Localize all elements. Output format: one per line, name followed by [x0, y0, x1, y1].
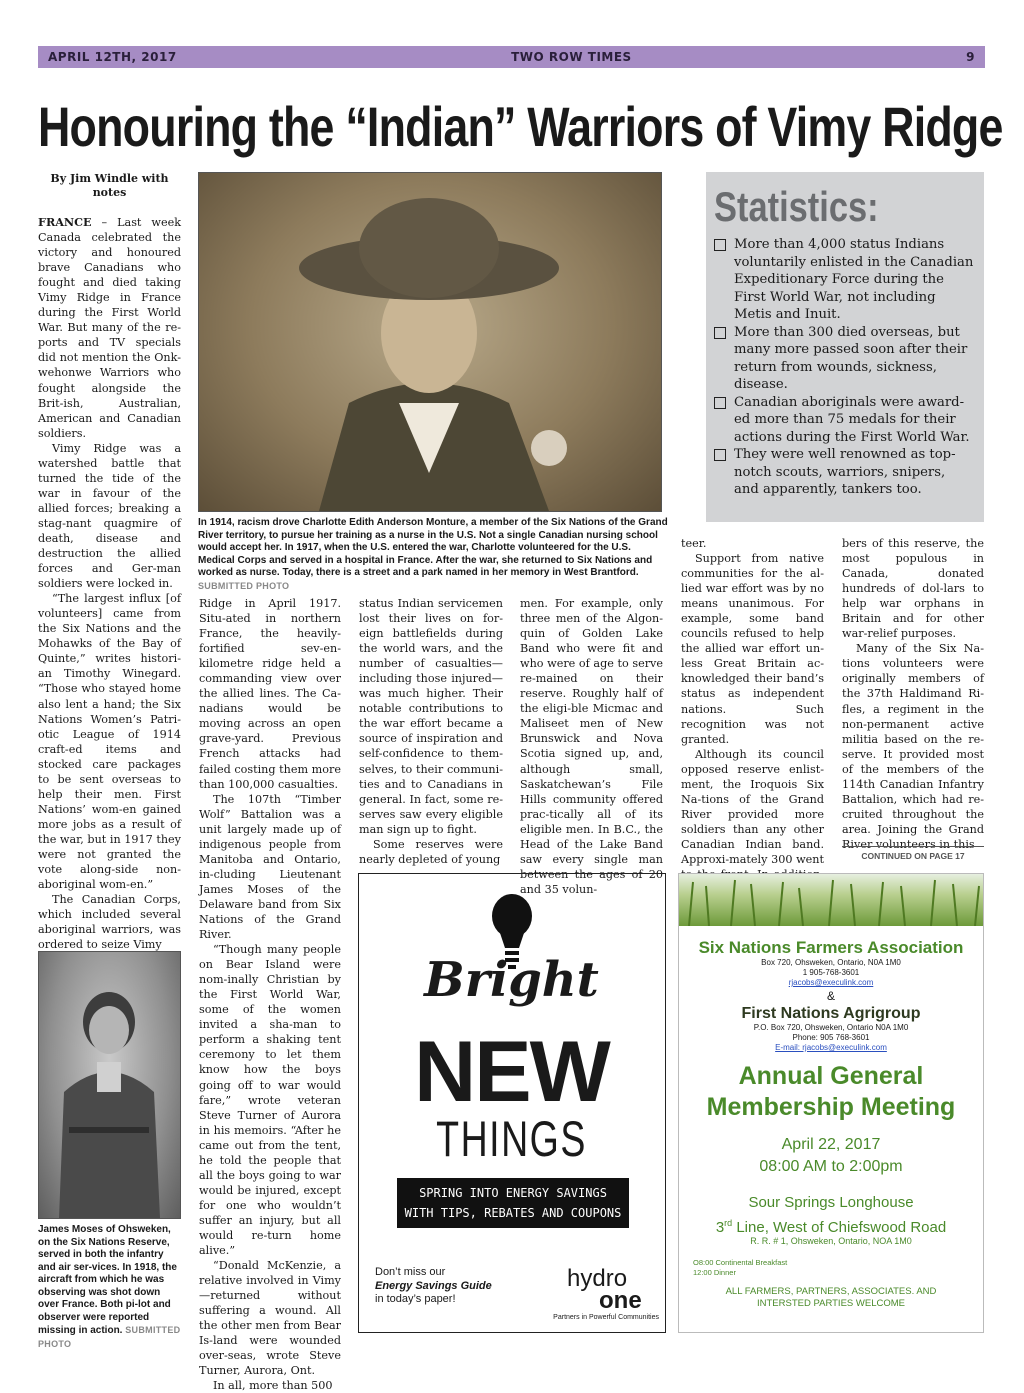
article-column-4 — [520, 596, 663, 897]
list-item — [714, 394, 974, 447]
ad-cta — [375, 1266, 525, 1307]
statistics-list — [714, 236, 974, 499]
caption-text: James Moses of Ohsweken, on the Six Nations Reserve, served in both the infantry and air ser-vices. In 1918, the aircraft from which he was observing was shot down over France. Both pi-lot and observer were reported missing in action. — [38, 1224, 177, 1336]
cta-guide: Energy Savings Guide — [375, 1279, 492, 1292]
paper-name: TWO ROW TIMES — [511, 50, 632, 64]
ad-bright: Bright — [424, 952, 599, 1008]
statistics-title: Statistics: — [714, 183, 879, 230]
welcome-note: ALL FARMERS, PARTNERS, ASSOCIATES. AND INTERSTED PARTIES WELCOME — [725, 1286, 937, 1309]
paragraph: Some reserves were nearly depleted of young — [359, 837, 503, 866]
paragraph: teer. — [681, 537, 707, 550]
page-number: 9 — [966, 50, 975, 64]
org1-email-link[interactable]: rjacobs@execulink.com — [788, 978, 874, 987]
paragraph: Many of the Six Na-tions volunteers were originally members of the 37th Haldimand Ri-fles, a regiment in the non-permanent active militia based on the re-serve. It provided most of the members of the 114th Canadian Infantry Battalion, which had re-cruited throughout the area. Joining the Grand River volunteers in this — [842, 642, 984, 851]
cta-line: Don’t miss our — [375, 1266, 446, 1278]
photo-credit: SUBMITTED PHOTO — [38, 1325, 181, 1349]
org1-address: Box 720, Ohsweken, Ontario, N0A 1M0 — [761, 958, 901, 967]
event-title — [679, 1061, 983, 1123]
continued-on-link[interactable]: CONTINUED ON PAGE 17 — [842, 846, 984, 861]
checkbox-icon — [714, 449, 726, 461]
ad-things: THINGS — [436, 1111, 587, 1167]
article-headline: Honouring the “Indian” Warriors of Vimy Ridge — [38, 95, 1003, 158]
caption-text: In 1914, racism drove Charlotte Edith Anderson Monture, a member of the Six Nations of the Grand River territory, to pursue her training as a nurse in the U.S. Not a single Canadian nursing school would accept her. In 1917, when the U.S. entered the war, Charlotte volunteered for the U.S. Medical Corps and served in a hospital in France. After the war, she returned to Six Nations and worked as nurse. Today, there is a street and a park named in her memory in West Brantford. — [198, 517, 668, 578]
paragraph: “Donald McKenzie, a relative involved in Vimy—returned without suffering a wound. All the other men from Bear Is-land were wounded over-seas, wrote Steve Turner, Aurora, Ont. — [199, 1259, 341, 1378]
ad-new: NEW — [414, 1024, 609, 1120]
checkbox-icon — [714, 397, 726, 409]
event-datetime — [679, 1134, 983, 1178]
paragraph: men. For example, only three men of the Algon-quin of Golden Lake Band who were fit and who were of age to serve re-mained on their reserve. Roughly half of the eligi-ble Micmac and Maliseet men of New Brunswick and Nova Scotia signed up, and, although small, Saskatchewan’s File Hills community offered prac-tically all of its eligible men. In B.C., the Head of the Lake Band saw every single man between the ages of 20 and 35 volun- — [520, 597, 663, 896]
paragraph: Vimy Ridge was a watershed battle that turned the tide of the war in favour of the allied forces; breaking a stag-nant quagmire of death, disease and destruction the allied forces and Ger-man soldiers were locked in. — [38, 441, 181, 591]
org2-address: P.O. Box 720, Ohsweken, Ontario N0A 1M0 — [753, 1023, 909, 1032]
paragraph: In all, more than 500 — [213, 1379, 333, 1393]
road-text: Line, West of Chiefswood Road — [732, 1219, 947, 1236]
list-item — [714, 446, 974, 499]
cta-line: in today’s paper! — [375, 1293, 456, 1305]
banner-line-1: SPRING INTO ENERGY SAVINGS — [419, 1186, 607, 1200]
org2-name: First Nations Agrigroup — [741, 1005, 921, 1022]
photo-small-caption — [38, 1224, 181, 1351]
corn-field-banner — [679, 874, 983, 926]
banner-line-2: WITH TIPS, REBATES AND COUPONS — [404, 1206, 622, 1220]
paragraph: status Indian servicemen lost their lives on for-eign battlefields during the world wars, and the number of casualties—including those injured—was much higher. Their notable contributions to the war effort became a source of inspiration and self-confidence to them-selves, to their communi-ties and to Canadians in general. In fact, some re-serves saw every eligible man sign up to fight. — [359, 597, 503, 836]
statistics-box — [706, 172, 984, 522]
event-title-line-1: Annual General — [738, 1062, 924, 1090]
paragraph: Ridge in April 1917. Situ-ated in northern France, the heavily-fortified sev-en-kilometre ridge held a commanding view over the allied lines. The Ca-nadians would be moving across an open grave-yard. Previous French attacks had failed costing them more than 100,000 casualties. — [199, 597, 341, 791]
schedule-item: O8:00 Continental Breakfast — [693, 1258, 788, 1267]
article-column-6 — [842, 536, 984, 852]
paragraph: The Canadian Corps, which included several aboriginal warriors, was ordered to seize Vimy — [38, 893, 181, 952]
list-item-text: Canadian aboriginals were award-ed more than 75 medals for their actions during the First World War. — [734, 394, 970, 445]
byline: By Jim Windle with notes — [50, 172, 169, 199]
road-number: 3 — [715, 1219, 725, 1236]
list-item — [714, 324, 974, 394]
paragraph — [38, 215, 181, 441]
farmers-association-ad[interactable] — [678, 873, 984, 1333]
venue-name: Sour Springs Longhouse — [748, 1194, 914, 1211]
logo-hydro: hydro — [567, 1265, 628, 1292]
paragraph: The 107th “Timber Wolf” Battalion was a unit largely made up of indigenous people from Manitoba and Ontario, in-cluding Lieutenant James Moses of the Delaware band from Six Nations of the Grand River. — [199, 792, 341, 942]
photo-charlotte-monture — [198, 172, 662, 512]
photo-main-caption — [198, 517, 668, 593]
schedule-item: 12:00 Dinner — [693, 1268, 736, 1277]
paragraph-text: – Last week Canada celebrated the victory and honoured brave Canadians who fought and died taking Vimy Ridge in France during the First World War. But many of the re-ports and TV specials did not mention the Onk-wehonwe Warriors who fought alongside the Brit-ish, Australian, American and Canadian soldiers. — [38, 216, 181, 440]
dateline: FRANCE — [38, 215, 92, 229]
paragraph: bers of this reserve, the most populous in Canada, donated hundreds of dol-lars to help war orphans in Britain and for other war-relief purposes. — [842, 537, 984, 641]
article-column-1 — [38, 215, 181, 952]
venue-rr: R. R. # 1, Ohsweken, Ontario, NOA 1M0 — [750, 1236, 912, 1246]
org2-email-link[interactable]: E-mail: rjacobs@execulink.com — [775, 1043, 887, 1052]
event-schedule — [693, 1258, 983, 1278]
list-item-text: They were well renowned as top-notch scouts, warriors, snipers, and apparently, tankers too. — [734, 447, 956, 497]
nurse-portrait-icon — [199, 173, 661, 511]
logo-one: one — [599, 1287, 642, 1314]
checkbox-icon — [714, 239, 726, 251]
article-column-5 — [681, 536, 824, 897]
ad-tagline: Partners in Powerful Communities — [553, 1314, 659, 1321]
page-header-bar — [38, 46, 985, 68]
ampersand: & — [826, 989, 835, 1003]
list-item-text: More than 4,000 status Indians voluntarily enlisted in the Canadian Expeditionary Force during the First World War, not including Metis and Inuit. — [734, 237, 974, 322]
hydro-one-ad[interactable] — [358, 873, 666, 1333]
corn-stalks-icon — [679, 874, 983, 926]
article-column-3 — [359, 596, 503, 867]
soldier-portrait-icon — [39, 952, 180, 1218]
event-time: 08:00 AM to 2:00pm — [759, 1158, 903, 1175]
list-item — [714, 236, 974, 324]
issue-date: APRIL 12TH, 2017 — [48, 50, 177, 64]
event-title-line-2: Membership Meeting — [706, 1093, 956, 1121]
org1-contact — [679, 958, 983, 988]
org1-phone: 1 905-768-3601 — [802, 968, 860, 977]
org1-name: Six Nations Farmers Association — [698, 938, 964, 957]
photo-credit: SUBMITTED PHOTO — [198, 580, 290, 591]
event-venue — [679, 1192, 983, 1238]
road-suffix: rd — [724, 1218, 733, 1228]
paragraph: “Though many people on Bear Island were nom-inally Christian by the First World War, some of the women invited a sha-man to perform a shaking tent ceremony to let them know how the boys going off to war would fare,” wrote veteran Steve Turner of Aurora in his memoirs. “After he came out from the tent, he told the people that all the boys going to war would be injured, except for one who wouldn’t suffer an injury, but all would re-turn home alive.” — [199, 943, 341, 1258]
photo-james-moses — [38, 951, 181, 1219]
paragraph: Support from native communities for the al-lied war effort was by no means unanimous. For example, some band councils refused to help the allied war effort un-less Great Britain ac-knowledged their band’s status as independent nations. Such recognition was not granted. — [681, 552, 824, 746]
paragraph: “The largest influx [of volunteers] came from the Six Nations and the Mohawks of the Bay of Quinte,” writes histori-an Timothy Winegard. “Those who stayed home also lent a hand; the Six Nations Women’s Patri-otic League of 1914 craft-ed items and stocked care packages to be sent overseas to help their men. First Nations’ wom-en gained more jobs as a result of the war, but in 1917 they were not granted the vote along-side non-aboriginal wom-en.” — [38, 592, 181, 892]
org2-phone: Phone: 905 768-3601 — [792, 1033, 870, 1042]
event-date: April 22, 2017 — [781, 1136, 881, 1153]
ad-banner — [397, 1178, 629, 1228]
org2-contact — [679, 1023, 983, 1053]
venue-road — [679, 1213, 983, 1238]
hydro-one-logo — [567, 1265, 657, 1314]
paragraph: Although its council opposed reserve enlist-ment, the Iroquois Six Na-tions of the Grand River provided more soldiers than any other Canadian Indian band. Approxi-mately 300 went — [681, 747, 824, 866]
list-item-text: More than 300 died overseas, but many more passed soon after their return from wounds, sickness, disease. — [734, 324, 968, 392]
article-column-2 — [199, 596, 341, 1393]
checkbox-icon — [714, 327, 726, 339]
